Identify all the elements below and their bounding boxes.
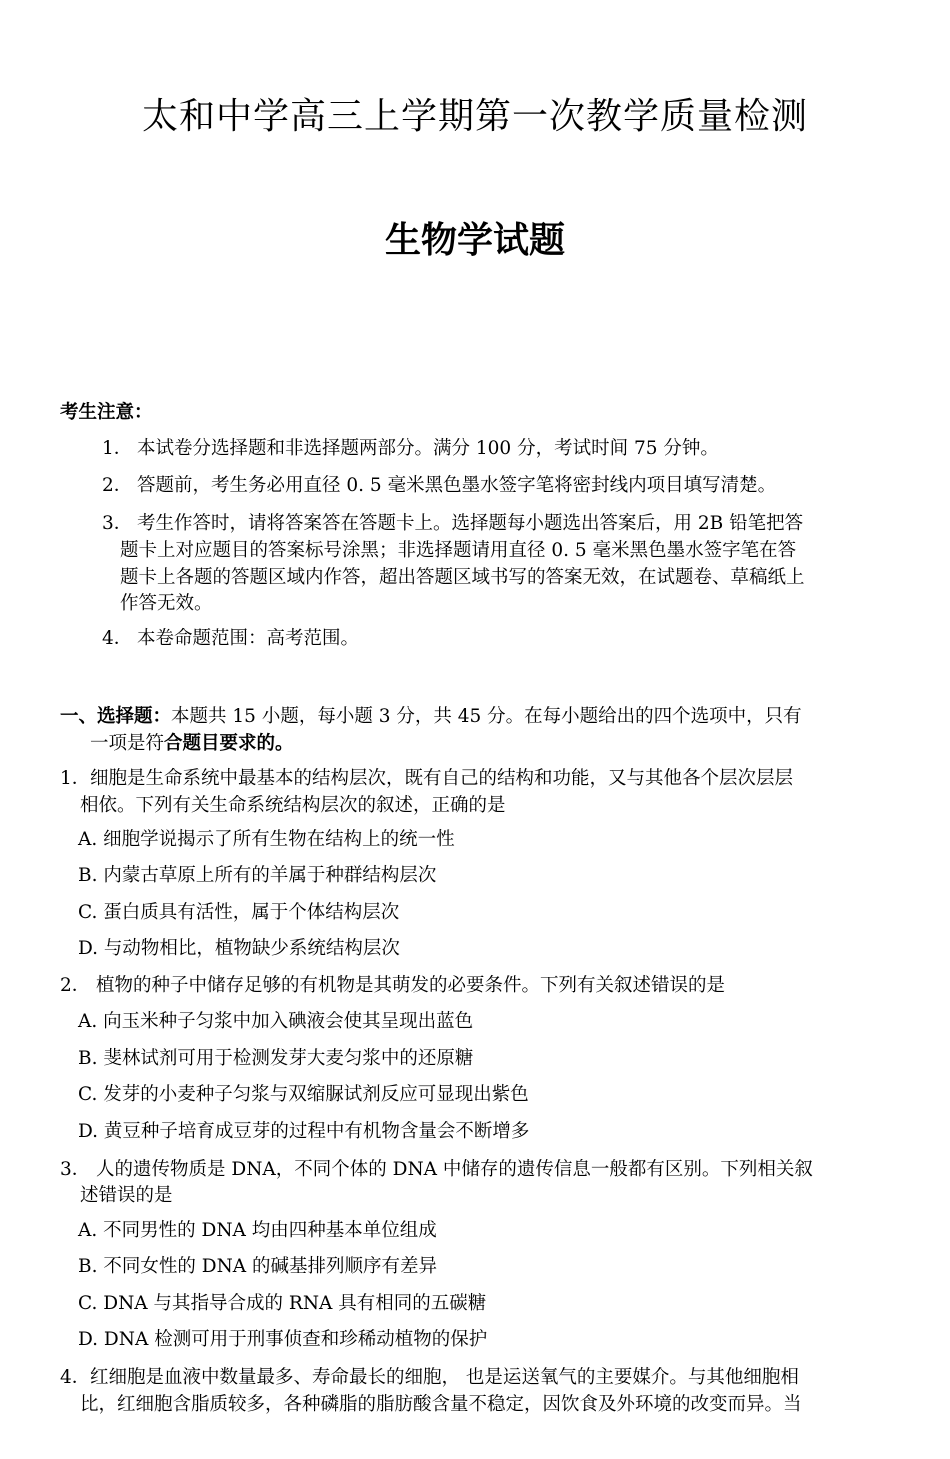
answer-option: D. 与动物相比，植物缺少系统结构层次 bbox=[78, 938, 400, 959]
question-number: 2． bbox=[60, 975, 91, 996]
notice-item-text: 答题前，考生务必用直径 0. 5 毫米黑色墨水签字笔将密封线内项目填写清楚。 bbox=[137, 475, 777, 496]
question-number: 3． bbox=[60, 1159, 91, 1180]
notice-item-text: 题卡上各题的答题区域内作答，超出答题区域书写的答案无效，在试题卷、草稿纸上 bbox=[120, 567, 805, 588]
question-stem: 植物的种子中储存足够的有机物是其萌发的必要条件。下列有关叙述错误的是 bbox=[96, 975, 726, 996]
notice-item-number: 4． bbox=[102, 628, 133, 649]
question-number: 1． bbox=[60, 768, 91, 789]
notice-item-number: 2． bbox=[102, 475, 133, 496]
notice-item-text: 作答无效。 bbox=[120, 593, 213, 614]
question-stem: 相依。下列有关生命系统结构层次的叙述，正确的是 bbox=[80, 795, 506, 816]
answer-option: A. 细胞学说揭示了所有生物在结构上的统一性 bbox=[78, 829, 455, 850]
answer-option: D. 黄豆种子培育成豆芽的过程中有机物含量会不断增多 bbox=[78, 1121, 530, 1142]
answer-option: B. 斐林试剂可用于检测发芽大麦匀浆中的还原糖 bbox=[78, 1048, 474, 1069]
notice-item-text: 考生作答时，请将答案答在答题卡上。选择题每小题选出答案后，用 2B 铅笔把答 bbox=[137, 513, 804, 534]
notice-heading: 考生注意： bbox=[60, 402, 153, 423]
question-number: 4． bbox=[60, 1367, 91, 1388]
answer-option: C. 发芽的小麦种子匀浆与双缩脲试剂反应可显现出紫色 bbox=[78, 1084, 529, 1105]
section-label: 一、选择题： bbox=[60, 706, 172, 727]
subject-title: 生物学试题 bbox=[384, 219, 565, 261]
notice-item-text: 本试卷分选择题和非选择题两部分。满分 100 分，考试时间 75 分钟。 bbox=[137, 438, 719, 459]
exam-title: 太和中学高三上学期第一次教学质量检测 bbox=[141, 96, 808, 137]
answer-option: B. 不同女性的 DNA 的碱基排列顺序有差异 bbox=[78, 1256, 437, 1277]
answer-option: D. DNA 检测可用于刑事侦查和珍稀动植物的保护 bbox=[78, 1329, 488, 1350]
answer-option: C. 蛋白质具有活性，属于个体结构层次 bbox=[78, 902, 400, 923]
question-stem: 细胞是生命系统中最基本的结构层次，既有自己的结构和功能，又与其他各个层次层层 bbox=[90, 768, 794, 789]
question-stem: 红细胞是血液中数量最多、寿命最长的细胞， 也是运送氧气的主要媒介。与其他细胞相 bbox=[90, 1367, 799, 1388]
section-header bbox=[60, 704, 802, 730]
question-stem: 述错误的是 bbox=[80, 1185, 173, 1206]
answer-option: C. DNA 与其指导合成的 RNA 具有相同的五碳糖 bbox=[78, 1293, 487, 1314]
answer-option: B. 内蒙古草原上所有的羊属于种群结构层次 bbox=[78, 865, 437, 886]
section-instructions-emphasis: 合题目要求的。 bbox=[164, 733, 294, 754]
notice-item-number: 1． bbox=[102, 438, 133, 459]
question-stem: 人的遗传物质是 DNA，不同个体的 DNA 中储存的遗传信息一般都有区别。下列相关叙 bbox=[96, 1159, 813, 1180]
section-instructions: 本题共 15 小题，每小题 3 分，共 45 分。在每小题给出的四个选项中，只有 bbox=[171, 706, 802, 727]
notice-item-text: 本卷命题范围：高考范围。 bbox=[137, 628, 360, 649]
question-stem: 比，红细胞含脂质较多，各种磷脂的脂肪酸含量不稳定，因饮食及外环境的改变而异。当 bbox=[80, 1394, 802, 1415]
notice-item-number: 3． bbox=[102, 513, 133, 534]
notice-item-text: 题卡上对应题目的答案标号涂黑；非选择题请用直径 0. 5 毫米黑色墨水签字笔在答 bbox=[120, 540, 797, 561]
section-instructions-tail: 一项是符 bbox=[90, 733, 165, 754]
answer-option: A. 向玉米种子匀浆中加入碘液会使其呈现出蓝色 bbox=[78, 1011, 474, 1032]
answer-option: A. 不同男性的 DNA 均由四种基本单位组成 bbox=[78, 1220, 437, 1241]
section-header-continued bbox=[90, 731, 294, 757]
